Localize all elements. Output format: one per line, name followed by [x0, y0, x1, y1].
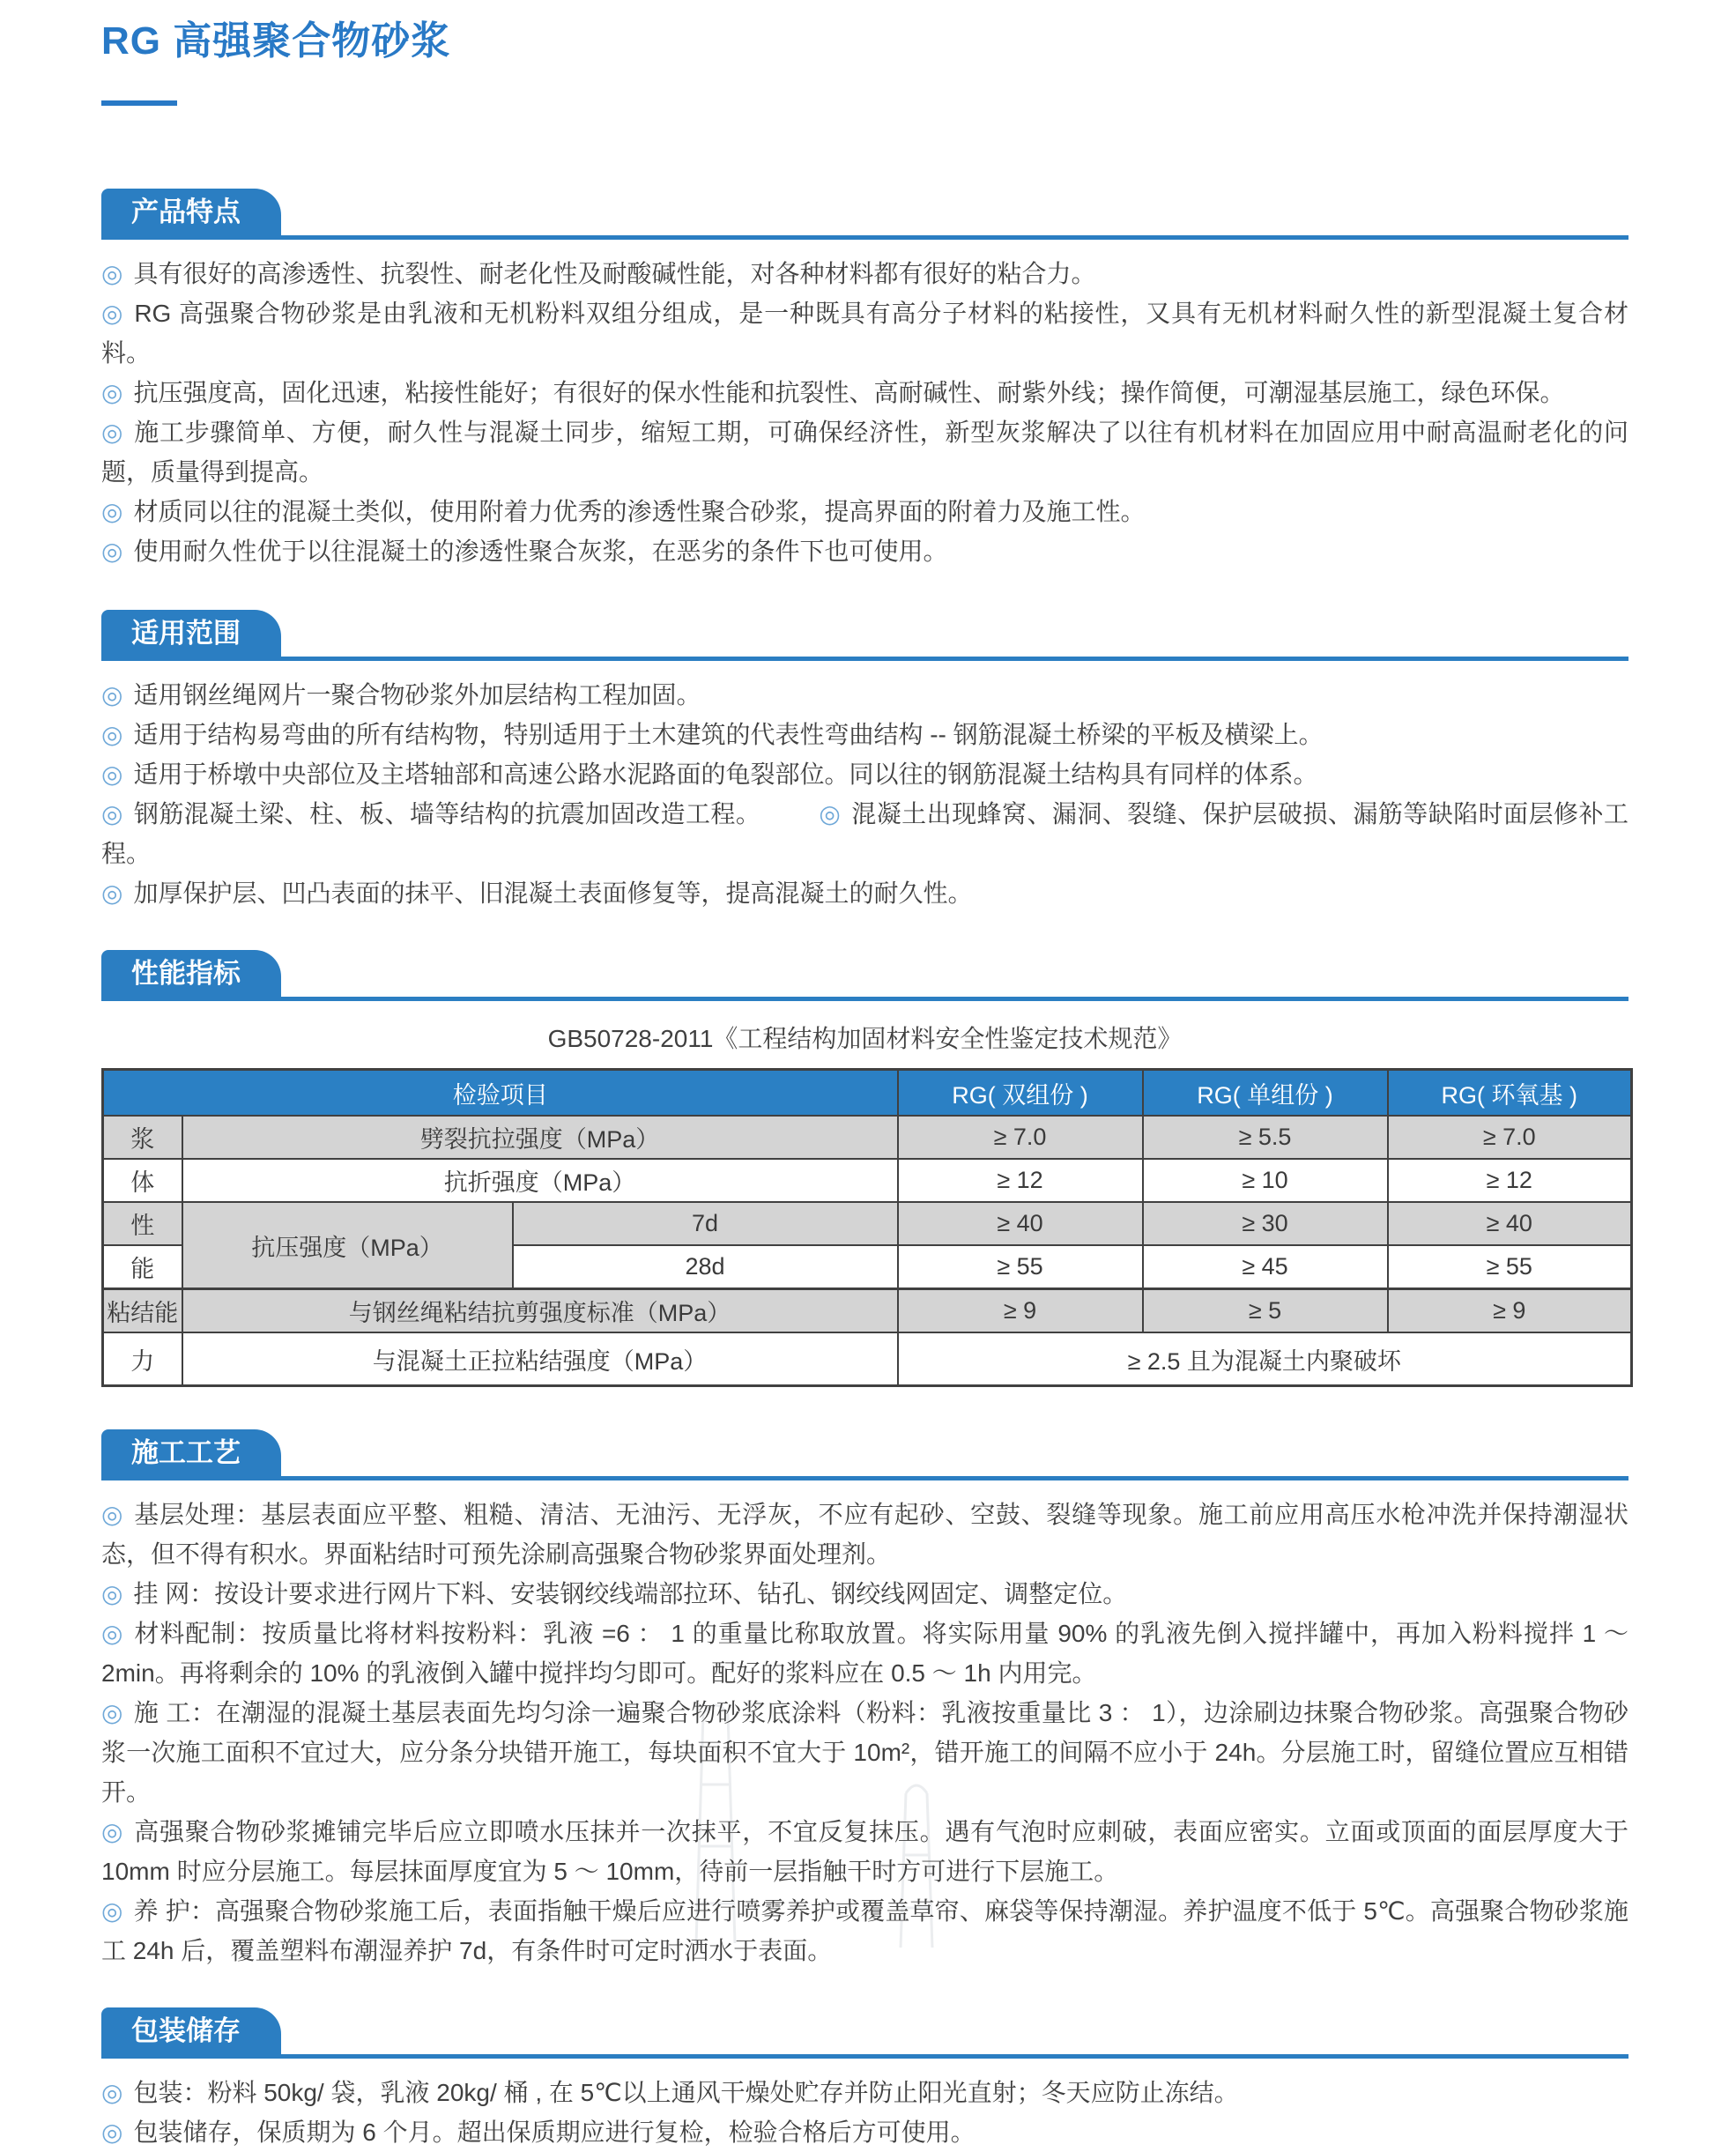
bullet-icon: ◎ [101, 419, 124, 446]
cell-value: ≥ 5.5 [1143, 1116, 1388, 1159]
list-item [101, 531, 1628, 571]
row-subname: 7d [513, 1202, 898, 1245]
section-header-construction [101, 1429, 1628, 1480]
side-label-char: 力 [103, 1332, 182, 1386]
packaging-list [101, 2073, 1628, 2152]
row-name: 与混凝土正拉粘结强度（MPa） [182, 1332, 898, 1386]
list-item-dual [101, 794, 1628, 873]
cell-value: ≥ 40 [1388, 1202, 1632, 1245]
section-banner-features: 产品特点 [101, 189, 281, 235]
title-underline [101, 100, 177, 106]
list-item [101, 1614, 1628, 1693]
list-item [101, 754, 1628, 794]
bullet-icon: ◎ [101, 1818, 124, 1845]
bullet-icon: ◎ [101, 800, 123, 827]
list-item [101, 2073, 1628, 2112]
list-item [101, 1812, 1628, 1891]
bullet-icon: ◎ [101, 1897, 123, 1925]
bullet-icon: ◎ [101, 1620, 124, 1647]
cell-value: ≥ 7.0 [1388, 1116, 1632, 1159]
bullet-icon: ◎ [101, 1501, 124, 1528]
cell-value-merged: ≥ 2.5 且为混凝土内聚破坏 [898, 1332, 1632, 1386]
list-item-text: 适用于桥墩中央部位及主塔轴部和高速公路水泥路面的龟裂部位。同以往的钢筋混凝土结构具有同样的体系。 [133, 761, 1318, 788]
row-subname: 28d [513, 1245, 898, 1289]
col-header-item: 检验项目 [103, 1070, 898, 1117]
list-item-text: 具有很好的高渗透性、抗裂性、耐老化性及耐酸碱性能，对各种材料都有很好的粘合力。 [133, 260, 1096, 287]
list-item [101, 1574, 1628, 1614]
bullet-icon: ◎ [101, 379, 123, 406]
section-rule [101, 235, 1628, 240]
cell-value: ≥ 12 [898, 1159, 1143, 1202]
cell-value: ≥ 9 [1388, 1289, 1632, 1333]
cell-value: ≥ 40 [898, 1202, 1143, 1245]
list-item [101, 254, 1628, 293]
performance-table [101, 1068, 1633, 1387]
list-item-text: 包装：粉料 50kg/ 袋，乳液 20kg/ 桶 , 在 5℃以上通风干燥处贮存并防止阳光直射；冬天应防止冻结。 [133, 2079, 1239, 2106]
bullet-icon: ◎ [101, 721, 123, 748]
bullet-icon: ◎ [101, 498, 123, 525]
section-header-packaging [101, 2007, 1628, 2059]
features-list [101, 254, 1628, 571]
row-name: 抗折强度（MPa） [182, 1159, 898, 1202]
construction-list [101, 1495, 1628, 1970]
list-item-text: 施 工：在潮湿的混凝土基层表面先均匀涂一遍聚合物砂浆底涂料（粉料：乳液按重量比 3 ： 1），边涂刷边抹聚合物砂浆。高强聚合物砂浆一次施工面积不宜过大，应分条分块错开施工，每块面积不宜大于 10m²，错开施工的间隔不应小于 24h。分层施工时，留缝位置应互相错开。 [101, 1699, 1628, 1806]
side-label-char: 浆 [103, 1116, 182, 1159]
list-item [101, 492, 1628, 531]
list-item-text: 高强聚合物砂浆摊铺完毕后应立即喷水压抹并一次抹平，不宜反复抹压。遇有气泡时应刺破，表面应密实。立面或顶面的面层厚度大于 10mm 时应分层施工。每层抹面厚度宜为 5 ～ 10mm，待前一层指触干时方可进行下层施工。 [101, 1818, 1628, 1885]
bullet-icon: ◎ [101, 1699, 123, 1726]
list-item-text: 钢筋混凝土梁、柱、板、墙等结构的抗震加固改造工程。 [133, 800, 761, 827]
bullet-icon: ◎ [101, 1580, 123, 1607]
section-banner-construction: 施工工艺 [101, 1429, 281, 1476]
list-item-text: RG 高强聚合物砂浆是由乳液和无机粉料双组分组成，是一种既具有高分子材料的粘接性，又具有无机材料耐久性的新型混凝土复合材料。 [101, 300, 1628, 367]
list-item [101, 1891, 1628, 1970]
bullet-icon: ◎ [101, 2079, 123, 2106]
side-label-char: 粘结能 [103, 1289, 182, 1333]
list-item [101, 412, 1628, 492]
col-header-rg-two-part: RG( 双组份 ) [898, 1070, 1143, 1117]
bullet-icon: ◎ [101, 681, 123, 709]
section-header-features [101, 189, 1628, 240]
list-item [101, 373, 1628, 412]
bullet-icon: ◎ [101, 879, 123, 907]
section-banner-scope: 适用范围 [101, 610, 281, 657]
list-item-text: 养 护：高强聚合物砂浆施工后，表面指触干燥后应进行喷雾养护或覆盖草帘、麻袋等保持潮湿。养护温度不低于 5℃。高强聚合物砂浆施工 24h 后，覆盖塑料布潮湿养护 7d，有条件时可定时洒水于表面。 [101, 1897, 1628, 1964]
list-item-text: 加厚保护层、凹凸表面的抹平、旧混凝土表面修复等，提高混凝土的耐久性。 [133, 879, 973, 907]
table-caption: GB50728-2011《工程结构加固材料安全性鉴定技术规范》 [547, 1025, 1183, 1052]
scope-list [101, 675, 1628, 913]
section-header-performance [101, 950, 1628, 1001]
cell-value: ≥ 9 [898, 1289, 1143, 1333]
bullet-icon: ◎ [101, 761, 123, 788]
side-label-char: 能 [103, 1245, 182, 1289]
col-header-rg-one-part: RG( 单组份 ) [1143, 1070, 1388, 1117]
list-item-text: 材料配制：按质量比将材料按粉料：乳液 =6 ： 1 的重量比称取放置。将实际用量 90% 的乳液先倒入搅拌罐中，再加入粉料搅拌 1 ～ 2min。再将剩余的 10% 的乳液倒入罐中搅拌均匀即可。配好的浆料应在 0.5 ～ 1h 内用完。 [101, 1620, 1628, 1687]
section-banner-packaging: 包装储存 [101, 2007, 281, 2054]
list-item-text: 适用于结构易弯曲的所有结构物，特别适用于土木建筑的代表性弯曲结构 -- 钢筋混凝土桥梁的平板及横梁上。 [133, 721, 1324, 748]
row-name: 抗压强度（MPa） [182, 1202, 513, 1289]
bullet-icon: ◎ [101, 2119, 123, 2146]
cell-value: ≥ 55 [898, 1245, 1143, 1289]
cell-value: ≥ 12 [1388, 1159, 1632, 1202]
col-header-rg-epoxy: RG( 环氧基 ) [1388, 1070, 1632, 1117]
table-row [103, 1289, 1632, 1333]
list-item-text: 适用钢丝绳网片一聚合物砂浆外加层结构工程加固。 [133, 681, 701, 709]
section-rule [101, 1476, 1628, 1480]
table-row [103, 1202, 1632, 1245]
list-item [101, 293, 1628, 373]
section-banner-performance: 性能指标 [101, 950, 281, 997]
side-label-char: 体 [103, 1159, 182, 1202]
row-name: 与钢丝绳粘结抗剪强度标准（MPa） [182, 1289, 898, 1333]
list-item-text: 包装储存，保质期为 6 个月。超出保质期应进行复检，检验合格后方可使用。 [133, 2119, 976, 2146]
list-item [101, 1693, 1628, 1812]
cell-value: ≥ 30 [1143, 1202, 1388, 1245]
bullet-icon: ◎ [101, 260, 123, 287]
list-item [101, 873, 1628, 913]
table-row [103, 1159, 1632, 1202]
cell-value: ≥ 45 [1143, 1245, 1388, 1289]
bullet-icon: ◎ [819, 800, 842, 827]
list-item-text: 材质同以往的混凝土类似，使用附着力优秀的渗透性聚合砂浆，提高界面的附着力及施工性。 [133, 498, 1146, 525]
section-header-scope [101, 610, 1628, 661]
cell-value: ≥ 7.0 [898, 1116, 1143, 1159]
cell-value: ≥ 55 [1388, 1245, 1632, 1289]
bullet-icon: ◎ [101, 300, 124, 327]
cell-value: ≥ 5 [1143, 1289, 1388, 1333]
side-label-char: 性 [103, 1202, 182, 1245]
row-name: 劈裂抗拉强度（MPa） [182, 1116, 898, 1159]
table-header-row [103, 1070, 1632, 1117]
page-title: RG 高强聚合物砂浆 [101, 19, 451, 63]
list-item-text: 施工步骤简单、方便，耐久性与混凝土同步，缩短工期，可确保经济性，新型灰浆解决了以往有机材料在加固应用中耐高温耐老化的问题，质量得到提高。 [101, 419, 1628, 486]
list-item-text: 挂 网：按设计要求进行网片下料、安装钢绞线端部拉环、钻孔、钢绞线网固定、调整定位。 [133, 1580, 1128, 1607]
list-item-text: 使用耐久性优于以往混凝土的渗透性聚合灰浆，在恶劣的条件下也可使用。 [133, 538, 948, 565]
list-item [101, 1495, 1628, 1574]
bullet-icon: ◎ [101, 538, 123, 565]
list-item [101, 2112, 1628, 2152]
section-rule [101, 2054, 1628, 2059]
section-rule [101, 657, 1628, 661]
cell-value: ≥ 10 [1143, 1159, 1388, 1202]
list-item-text: 抗压强度高，固化迅速，粘接性能好；有很好的保水性能和抗裂性、高耐碱性、耐紫外线；操作简便，可潮湿基层施工，绿色环保。 [133, 379, 1565, 406]
list-item [101, 715, 1628, 754]
list-item-text: 混凝土出现蜂窝、漏洞、裂缝、保护层破损、漏筋等缺陷时面层修补工程。 [101, 800, 1628, 867]
table-row [103, 1116, 1632, 1159]
list-item [101, 675, 1628, 715]
list-item-text: 基层处理：基层表面应平整、粗糙、清洁、无油污、无浮灰，不应有起砂、空鼓、裂缝等现象。施工前应用高压水枪冲洗并保持潮湿状态，但不得有积水。界面粘结时可预先涂刷高强聚合物砂浆界面处理剂。 [101, 1501, 1628, 1568]
section-rule [101, 997, 1628, 1001]
table-row [103, 1332, 1632, 1386]
